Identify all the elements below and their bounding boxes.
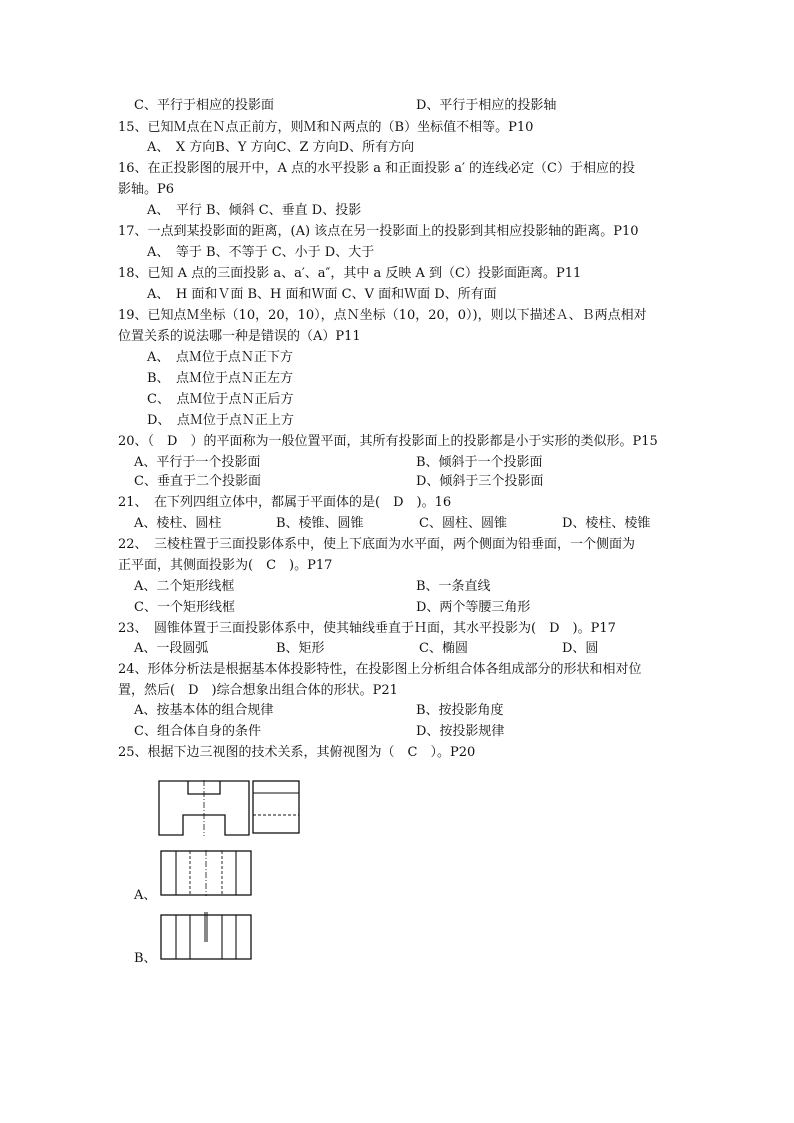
question-21-option-a: A、棱柱、圆柱	[134, 516, 222, 531]
question-24-option-b: B、按投影角度	[416, 703, 504, 718]
question-15-options: A、 X 方向B、Y 方向C、Z 方向D、所有方向	[147, 140, 415, 155]
question-24-option-d: D、按投影规律	[416, 724, 505, 739]
front-view-figure	[158, 780, 250, 836]
question-15: 15、已知Ｍ点在Ｎ点正前方，则Ｍ和Ｎ两点的（B）坐标值不相等。P10	[118, 120, 534, 135]
question-20-option-b: B、倾斜于一个投影面	[416, 455, 543, 470]
question-20-option-a: A、平行于一个投影面	[134, 455, 261, 470]
question-16-options: A、 平行 B、倾斜 C、垂直 D、投影	[147, 203, 362, 218]
question-25-option-b-label: B、	[134, 951, 157, 966]
question-24-option-c: C、组合体自身的条件	[134, 724, 261, 739]
question-23-option-c: C、椭圆	[419, 641, 468, 656]
question-20: 20、（ D ）的平面称为一般位置平面，其所有投影面上的投影都是小于实形的类似形。P15	[118, 434, 658, 449]
question-18: 18、已知 A 点的三面投影 a、a′、a″，其中 a 反映 A 到（C）投影面距离。P11	[118, 266, 582, 281]
question-22-line1: 22、 三棱柱置于三面投影体系中，使上下底面为水平面，两个侧面为铅垂面，一个侧面为	[118, 537, 636, 552]
question-25-option-a-label: A、	[134, 888, 157, 903]
question-23-option-b: B、矩形	[276, 641, 325, 656]
question-22-option-d: D、两个等腰三角形	[416, 600, 531, 615]
option-c-parallel-plane: C、平行于相应的投影面	[134, 98, 274, 113]
question-22-line2: 正平面，其侧面投影为( C )。P17	[118, 558, 333, 573]
question-22-option-c: C、一个矩形线框	[134, 600, 235, 615]
question-21-option-b: B、棱锥、圆锥	[276, 516, 364, 531]
question-23-option-d: D、圆	[562, 641, 599, 656]
question-16-line1: 16、在正投影图的展开中，A 点的水平投影 a 和正面投影 a′ 的连线必定（C）于相应的投	[118, 161, 635, 176]
question-19-option-a: A、 点Ｍ位于点Ｎ正下方	[147, 350, 293, 365]
question-22-option-b: B、一条直线	[416, 579, 491, 594]
option-a-top-view-figure	[160, 850, 252, 896]
question-23: 23、 圆锥体置于三面投影体系中，使其轴线垂直于Ｈ面，其水平投影为( D )。P17	[118, 621, 616, 636]
question-19-line1: 19、已知点Ｍ坐标（10，20，10），点Ｎ坐标（10，20，0）)，则以下描述Ａ、Ｂ两点相对	[118, 308, 647, 323]
question-21-option-c: C、圆柱、圆锥	[419, 516, 507, 531]
question-17-options: A、 等于 B、不等于 C、小于 D、大于	[147, 245, 375, 260]
question-23-option-a: A、一段圆弧	[134, 641, 209, 656]
question-20-option-c: C、垂直于二个投影面	[134, 474, 261, 489]
side-view-figure	[252, 780, 300, 834]
option-b-top-view-figure	[160, 912, 252, 960]
option-d-parallel-axis: D、平行于相应的投影轴	[416, 98, 557, 113]
question-24-line2: 置，然后( D )综合想象出组合体的形状。P21	[118, 683, 398, 698]
question-16-line2: 影轴。P6	[118, 182, 175, 197]
question-21-option-d: D、棱柱、棱锥	[562, 516, 651, 531]
question-19-line2: 位置关系的说法哪一种是错误的（A）P11	[118, 329, 361, 344]
question-22-option-a: A、二个矩形线框	[134, 579, 235, 594]
question-19-option-d: D、 点Ｍ位于点Ｎ正上方	[147, 413, 294, 428]
question-17: 17、一点到某投影面的距离，(A) 该点在另一投影面上的投影到其相应投影轴的距离。P10	[118, 224, 639, 239]
question-18-options: A、 H 面和Ｖ面 B、H 面和Ｗ面 C、V 面和Ｗ面 D、所有面	[147, 287, 497, 302]
question-19-option-b: B、 点Ｍ位于点Ｎ正左方	[147, 371, 294, 386]
question-25: 25、根据下边三视图的技术关系，其俯视图为（ C ）。P20	[118, 745, 476, 760]
question-19-option-c: C、 点Ｍ位于点Ｎ正后方	[147, 392, 294, 407]
question-20-option-d: D、倾斜于三个投影面	[416, 474, 544, 489]
question-24-option-a: A、按基本体的组合规律	[134, 703, 274, 718]
question-24-line1: 24、形体分析法是根据基本体投影特性，在投影图上分析组合体各组成部分的形状和相对位	[118, 662, 642, 677]
question-21: 21、 在下列四组立体中，都属于平面体的是( D )。16	[118, 495, 452, 510]
